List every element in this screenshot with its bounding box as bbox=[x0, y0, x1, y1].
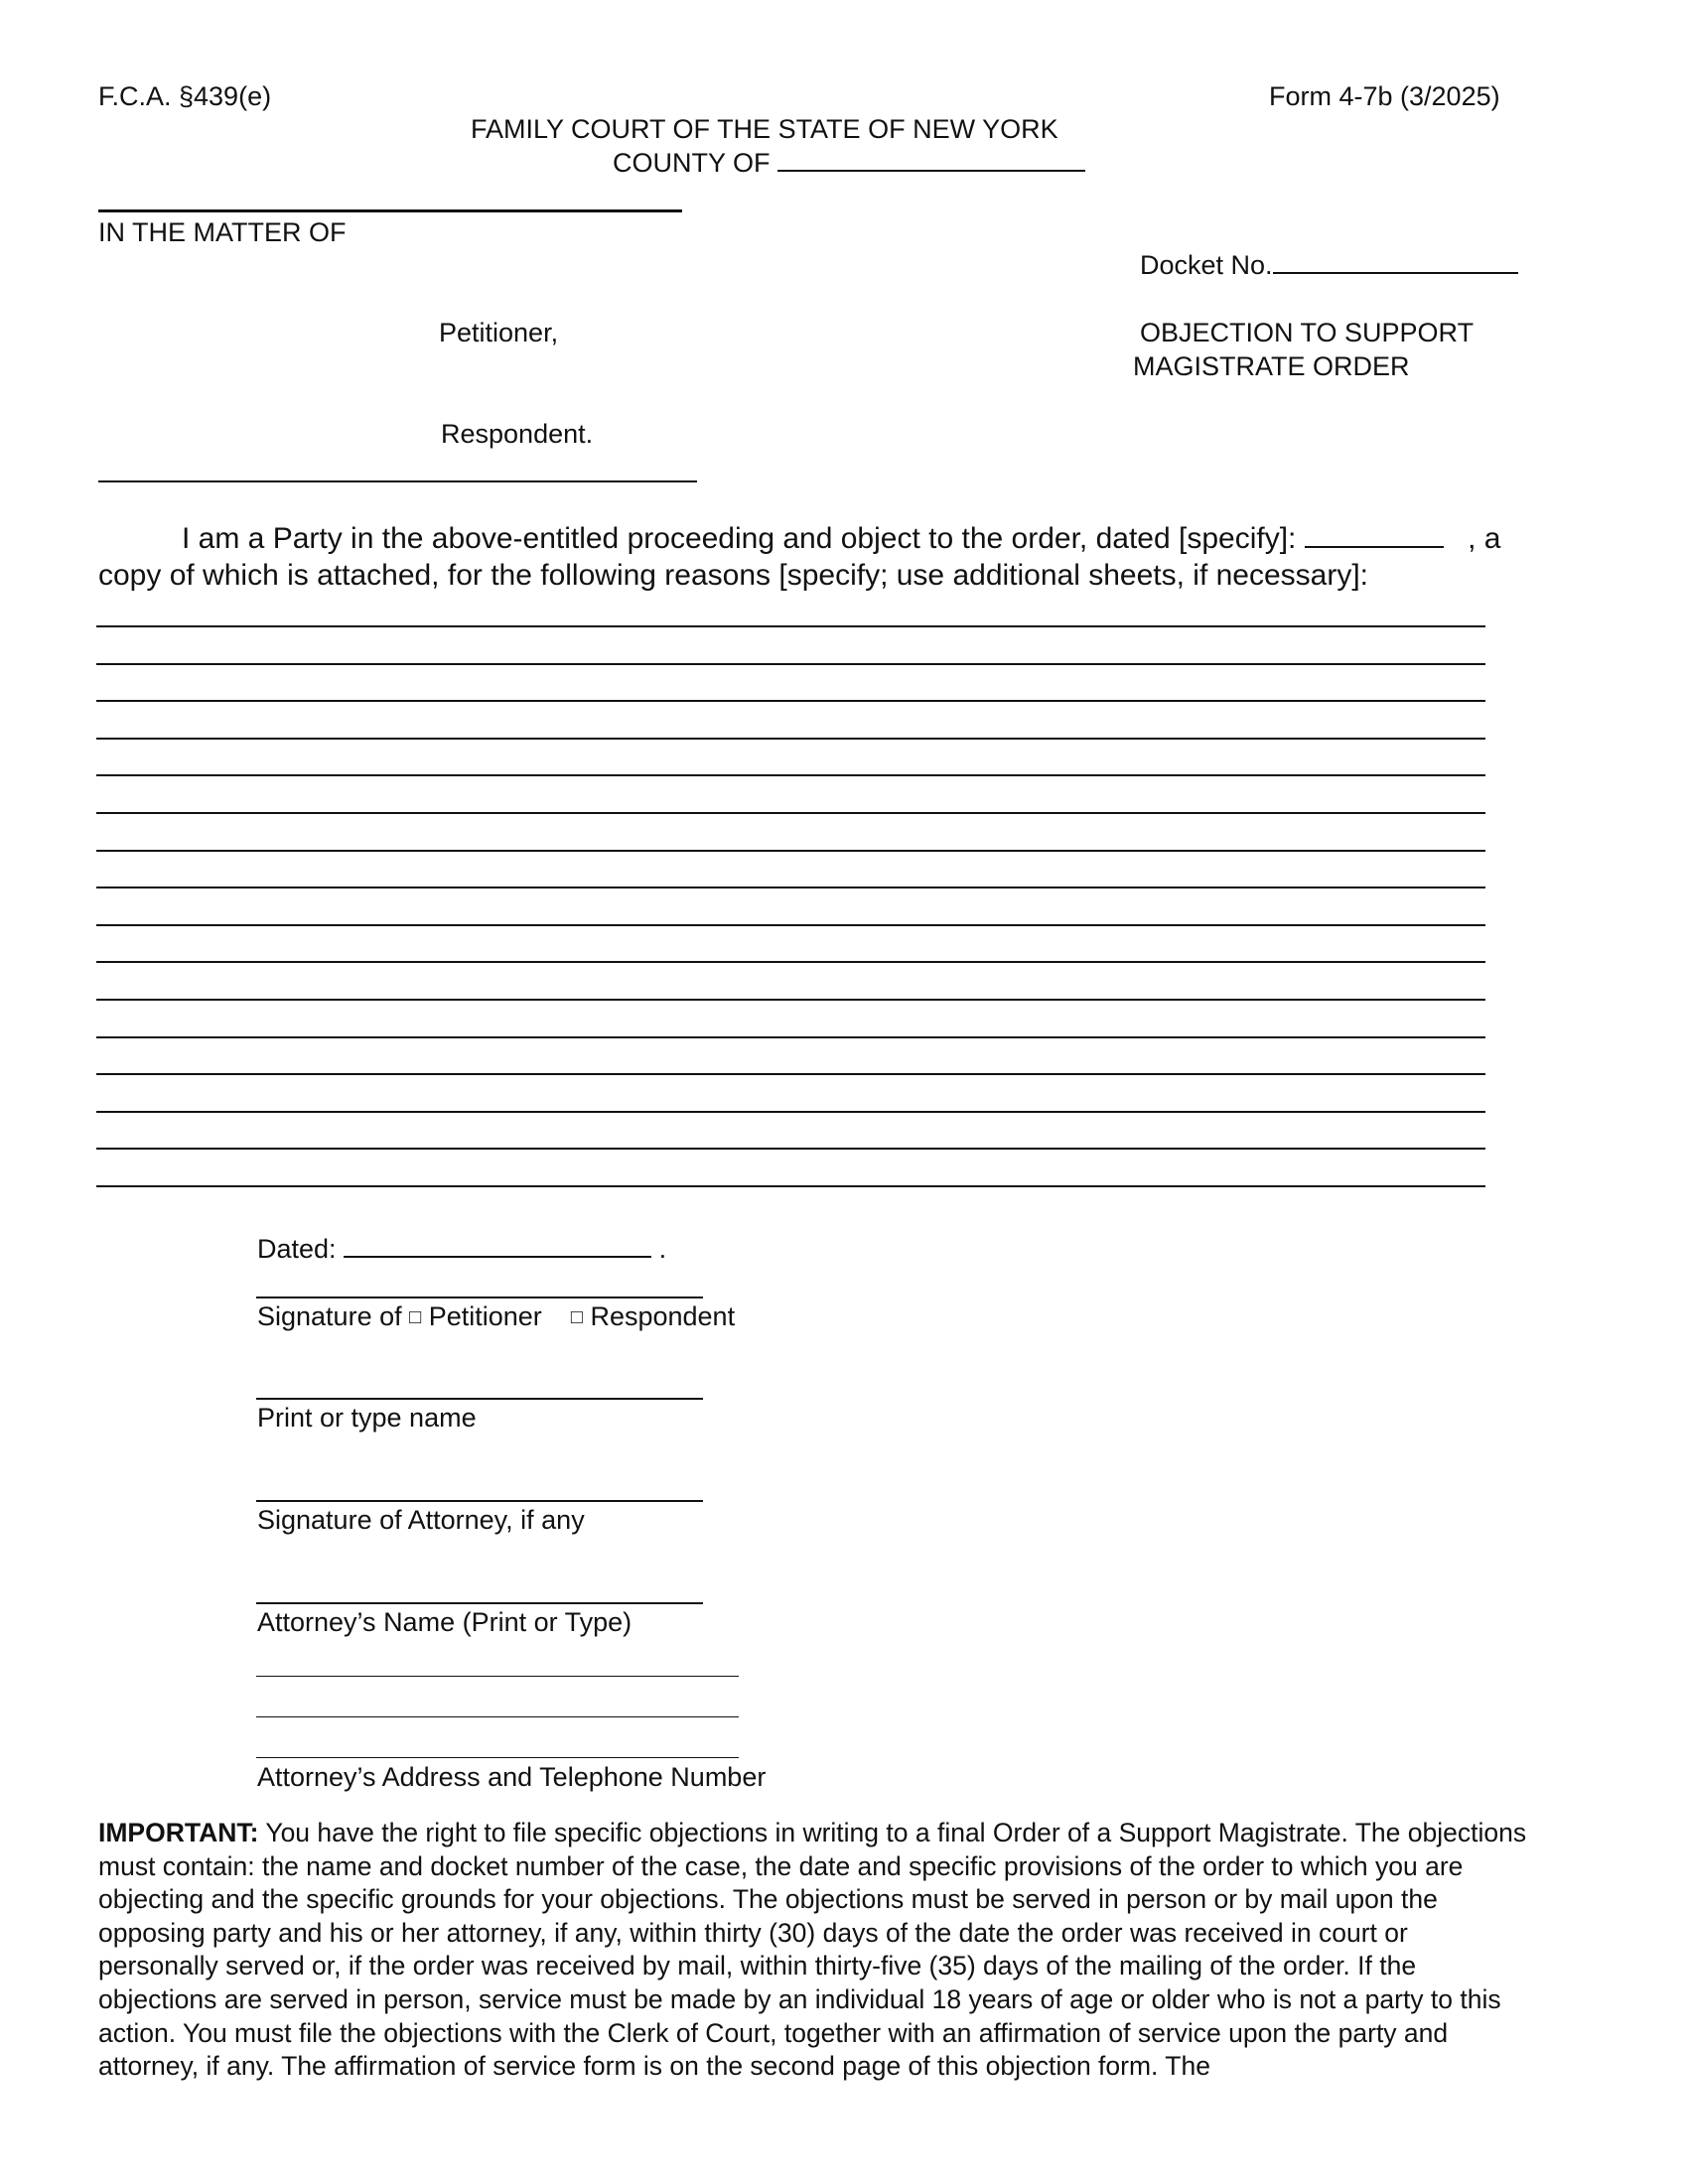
reason-line[interactable] bbox=[96, 774, 1485, 776]
order-date-field[interactable] bbox=[1305, 524, 1444, 548]
attorney-signature-label: Signature of Attorney, if any bbox=[257, 1505, 585, 1535]
reason-line[interactable] bbox=[96, 1036, 1485, 1038]
party-signature-line[interactable] bbox=[256, 1297, 703, 1298]
signature-of-row bbox=[257, 1301, 735, 1332]
reason-line[interactable] bbox=[96, 738, 1485, 740]
caption-bottom-rule bbox=[98, 480, 697, 482]
attorney-address-line[interactable] bbox=[256, 1716, 739, 1717]
dated-label: Dated: bbox=[257, 1234, 337, 1264]
reason-line[interactable] bbox=[96, 812, 1485, 814]
notice-text: You have the right to file specific objections in writing to a final Order of a Support Magistrate. The objections must contain: the name and docket number of the case, the date and specific provisions of the order to which you are objecting and the specific grounds for your objections. The objections must be served in person or by mail upon the opposing party and his or her attorney, if any, within thirty (30) days of the date the order was received in court or personally served or, if the order was received by mail, within thirty-five (35) days of the mailing of the order. If the objections are served in person, service must be made by an individual 18 years of age or older who is not a party to this action. You must file the objections with the Clerk of Court, together with an affirmation of service upon the party and attorney, if any. The affirmation of service form is on the second page of this objection form. The bbox=[98, 1818, 1527, 2082]
form-number: Form 4-7b (3/2025) bbox=[1269, 81, 1500, 111]
form-title-line2: MAGISTRATE ORDER bbox=[1133, 351, 1410, 381]
reason-line[interactable] bbox=[96, 625, 1485, 627]
petitioner-label: Petitioner, bbox=[439, 318, 559, 347]
print-name-label: Print or type name bbox=[257, 1403, 477, 1433]
reason-line[interactable] bbox=[96, 700, 1485, 702]
reason-line[interactable] bbox=[96, 887, 1485, 888]
dated-field[interactable] bbox=[344, 1234, 651, 1258]
attorney-address-line[interactable] bbox=[256, 1757, 739, 1758]
county-label: COUNTY OF bbox=[613, 148, 771, 178]
petitioner-checkbox[interactable]: □ bbox=[409, 1306, 422, 1328]
form-title-line1: OBJECTION TO SUPPORT bbox=[1140, 318, 1475, 347]
statement-line1 bbox=[182, 520, 1500, 557]
respondent-option-label: Respondent bbox=[590, 1301, 736, 1331]
court-name: FAMILY COURT OF THE STATE OF NEW YORK bbox=[471, 114, 1058, 144]
signature-of-label: Signature of bbox=[257, 1301, 402, 1331]
attorney-address-line[interactable] bbox=[256, 1676, 739, 1677]
petitioner-option-label: Petitioner bbox=[428, 1301, 542, 1331]
statement-line2: copy of which is attached, for the following reasons [specify; use additional sheets, if necessary]: bbox=[98, 559, 1369, 592]
attorney-signature-line[interactable] bbox=[256, 1500, 703, 1502]
dated-row bbox=[257, 1234, 666, 1265]
reason-line[interactable] bbox=[96, 1185, 1485, 1187]
docket-row bbox=[1140, 250, 1518, 281]
notice-label: IMPORTANT: bbox=[98, 1818, 259, 1847]
reason-line[interactable] bbox=[96, 1073, 1485, 1075]
county-field[interactable] bbox=[777, 148, 1085, 172]
caption-top-rule bbox=[98, 209, 682, 212]
attorney-name-label: Attorney’s Name (Print or Type) bbox=[257, 1607, 633, 1637]
statement-text: I am a Party in the above-entitled proceeding and object to the order, dated [specify]: bbox=[182, 522, 1297, 555]
reason-line[interactable] bbox=[96, 850, 1485, 852]
dated-trail: . bbox=[658, 1234, 667, 1264]
reason-line[interactable] bbox=[96, 924, 1485, 926]
attorney-name-line[interactable] bbox=[256, 1602, 703, 1604]
respondent-checkbox[interactable]: □ bbox=[570, 1306, 583, 1328]
statute-reference: F.C.A. §439(e) bbox=[98, 81, 272, 111]
important-notice bbox=[98, 1817, 1528, 2084]
reason-line[interactable] bbox=[96, 1111, 1485, 1113]
statement-trail: , a bbox=[1468, 522, 1501, 555]
docket-field[interactable] bbox=[1273, 250, 1518, 274]
county-row bbox=[613, 148, 1085, 179]
reason-line[interactable] bbox=[96, 663, 1485, 665]
attorney-address-label: Attorney’s Address and Telephone Number bbox=[257, 1762, 767, 1792]
in-the-matter-of: IN THE MATTER OF bbox=[98, 217, 347, 247]
reason-line[interactable] bbox=[96, 1148, 1485, 1150]
reason-line[interactable] bbox=[96, 999, 1485, 1001]
docket-label: Docket No. bbox=[1140, 250, 1273, 280]
reason-line[interactable] bbox=[96, 961, 1485, 963]
print-name-line[interactable] bbox=[256, 1398, 703, 1400]
respondent-label: Respondent. bbox=[441, 419, 594, 449]
